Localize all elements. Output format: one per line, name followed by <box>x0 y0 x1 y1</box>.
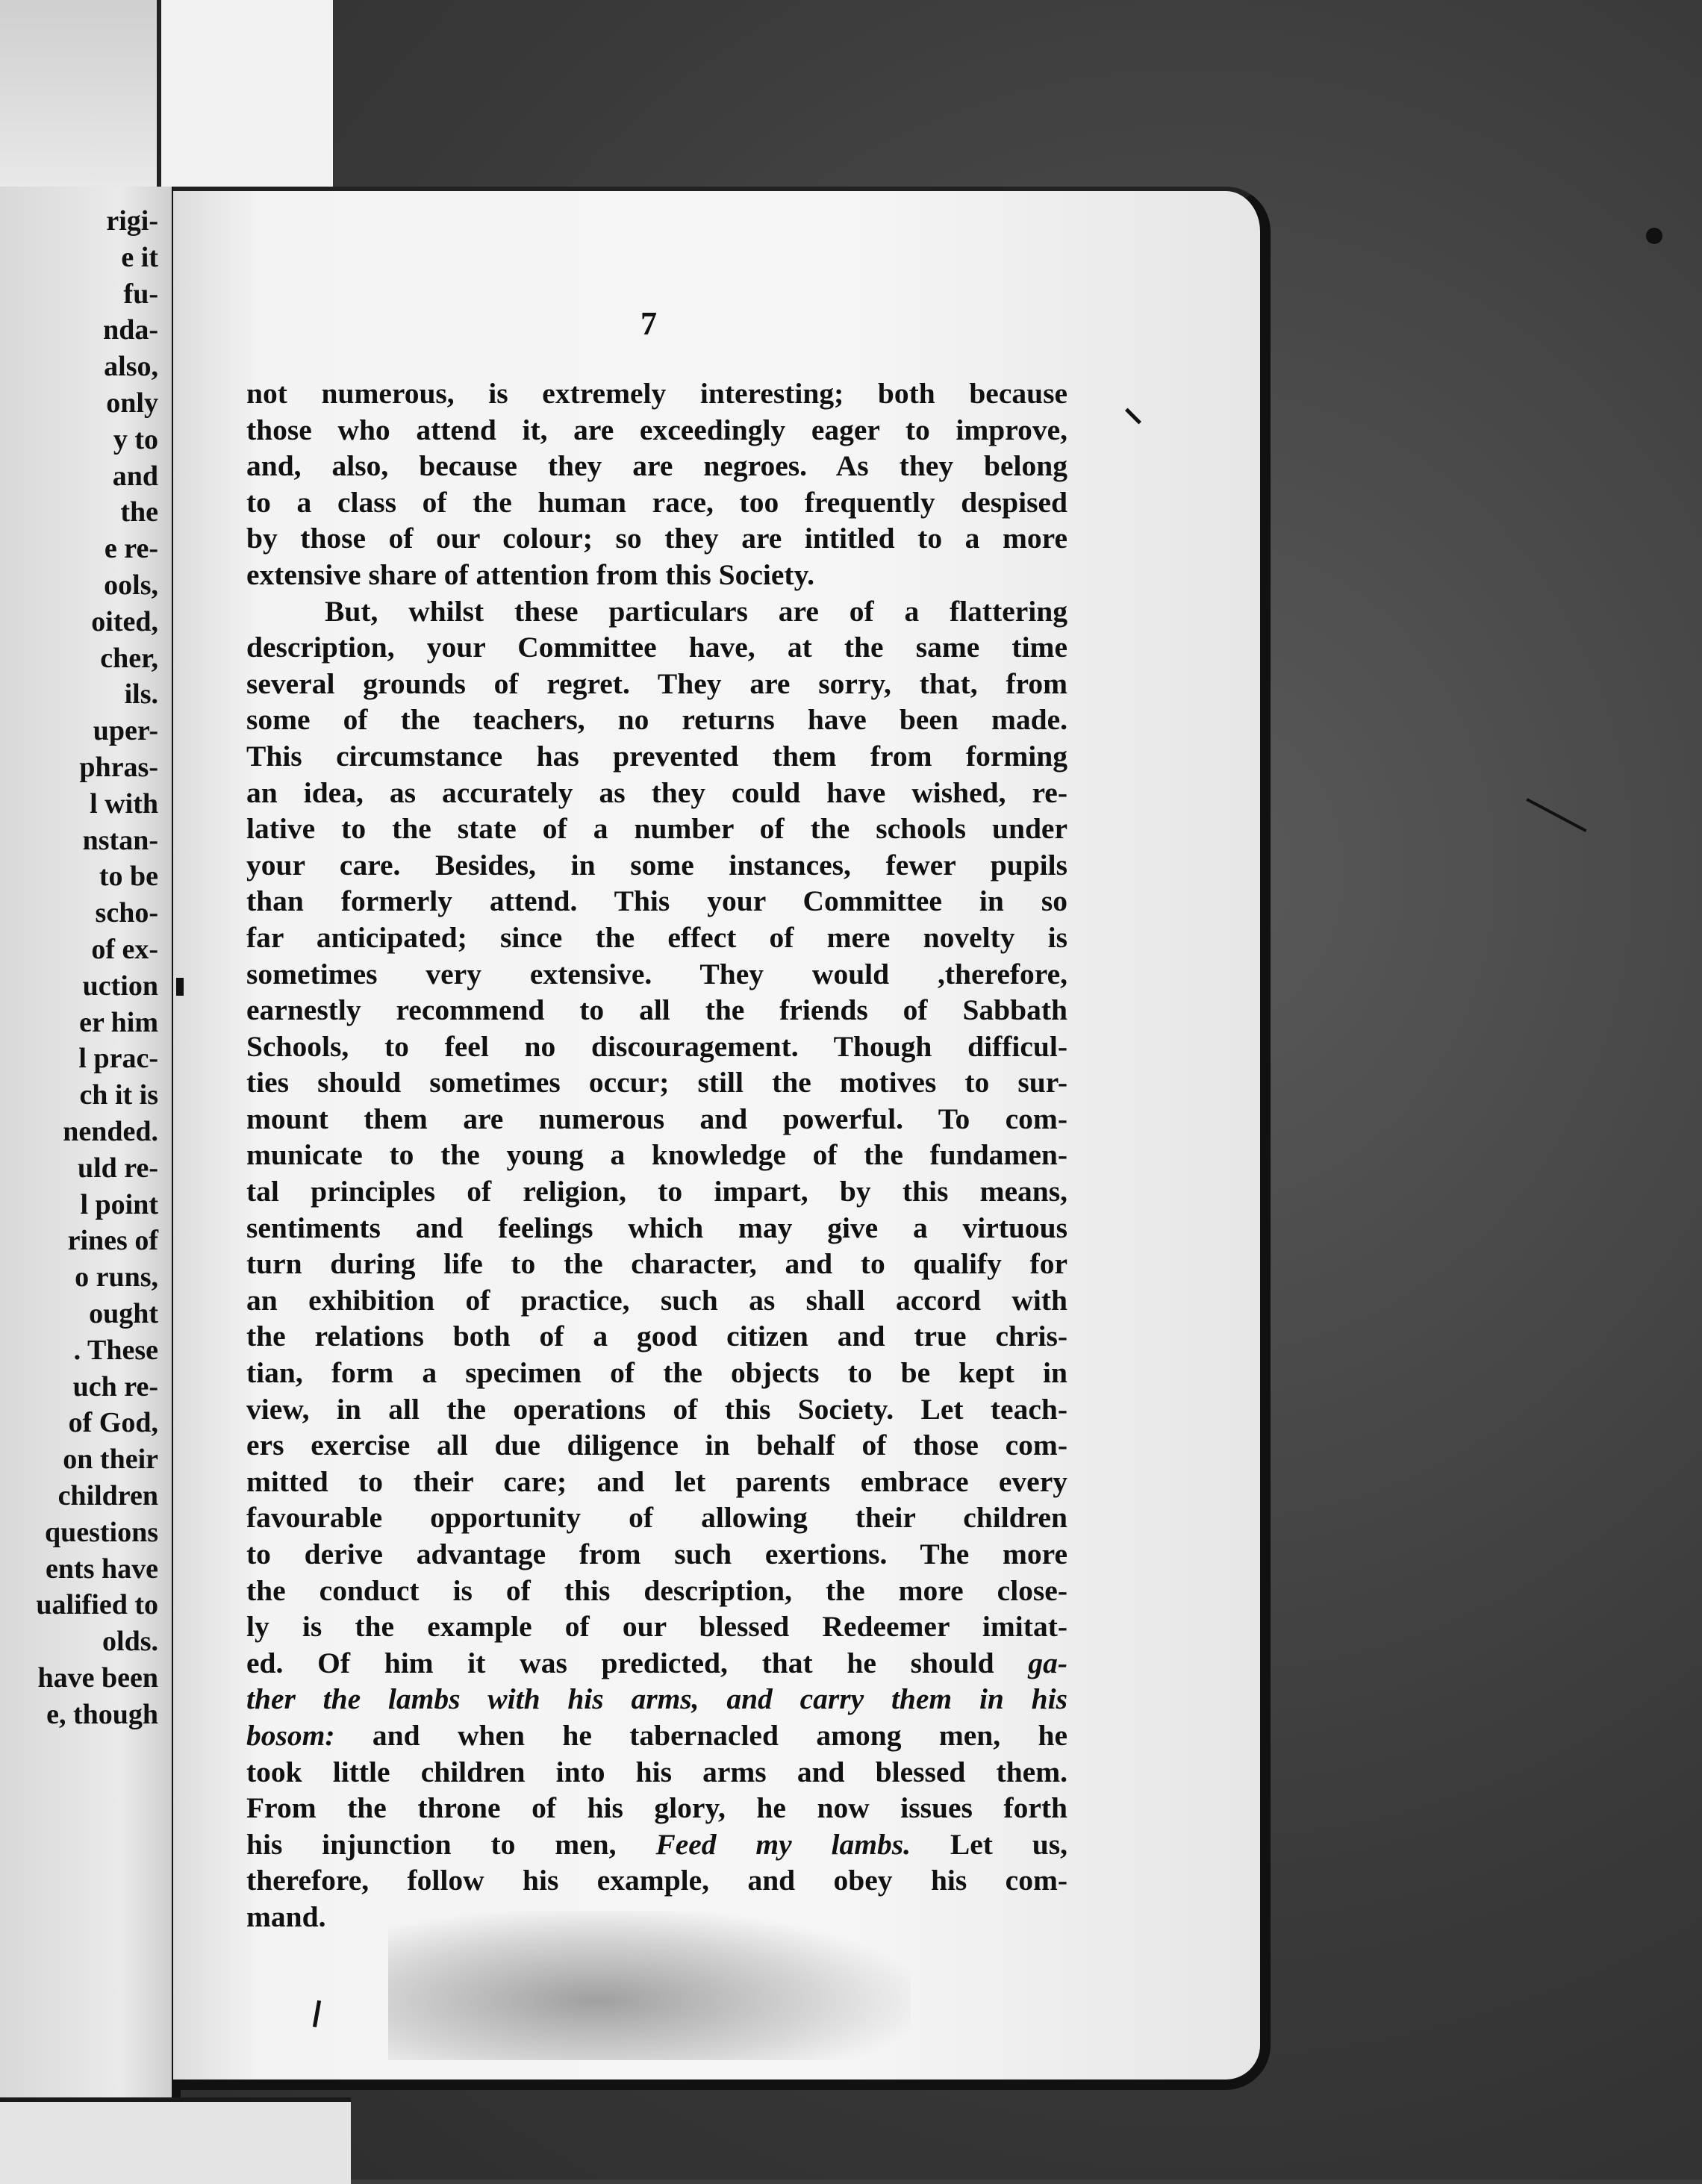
text-line: ers exercise all due diligence in behalf of those com- <box>246 1429 1067 1462</box>
left-page-fragment: rigi- <box>106 205 158 237</box>
text-line: mitted to their care; and let parents embrace every <box>246 1464 1067 1498</box>
left-page-fragment: e, though <box>46 1698 158 1730</box>
text-line: by those of our colour; so they are intitled to a more <box>246 522 1067 555</box>
top-paper-strip <box>0 0 333 187</box>
left-page-fragment: and <box>112 460 158 492</box>
left-page-fragment: uper- <box>93 715 158 747</box>
text-line: to a class of the human race, too frequently despised <box>246 485 1067 519</box>
main-text-block <box>246 375 1067 1935</box>
left-page-fragment: ils. <box>124 678 158 711</box>
text-line-feed <box>246 1826 1067 1863</box>
left-page-fragment: oited, <box>91 605 158 637</box>
left-page-fragment: to be <box>99 861 158 893</box>
text-line: those who attend it, are exceedingly eager to improve, <box>246 413 1067 446</box>
left-page-fragment: have been <box>37 1662 158 1694</box>
left-page-fragment: of God, <box>68 1407 158 1439</box>
text-line: to derive advantage from such exertions. The more <box>246 1538 1067 1570</box>
left-page-fragment: o runs, <box>75 1261 158 1294</box>
text-line: municate to the young a knowledge of the fundamen- <box>246 1138 1067 1172</box>
text-line: than formerly attend. This your Committee in so <box>246 884 1067 918</box>
text-line: turn during life to the character, and to qualify for <box>246 1247 1067 1281</box>
left-page-fragment: uld re- <box>77 1152 158 1184</box>
text-line: mount them are numerous and powerful. To com- <box>246 1102 1067 1135</box>
text-line: an exhibition of practice, such as shall accord with <box>246 1283 1067 1317</box>
left-page-fragment: ch it is <box>79 1079 158 1111</box>
left-page-fragment: cher, <box>100 642 158 674</box>
left-page-fragment: ools, <box>104 570 158 601</box>
text-line: therefore, follow his example, and obey his com- <box>246 1864 1067 1897</box>
left-page-fragment: of ex- <box>91 934 158 965</box>
text-segment: Let us, <box>950 1827 1067 1861</box>
left-page-fragment: olds. <box>102 1626 158 1658</box>
text-line: But, whilst these particulars are of a flattering <box>325 594 1067 628</box>
left-page-fragment: nda- <box>103 314 158 346</box>
left-page-fragment: nended. <box>63 1116 158 1147</box>
left-page-fragment: ought <box>89 1298 158 1329</box>
tape-strip <box>157 0 333 187</box>
text-line: tian, form a specimen of the objects to be kept in <box>246 1356 1067 1390</box>
page-number: 7 <box>640 305 657 342</box>
text-line: your care. Besides, in some instances, fewer pupils <box>246 848 1067 882</box>
left-page-fragment: y to <box>113 423 158 455</box>
text-line: several grounds of regret. They are sorry, that, from <box>246 667 1067 700</box>
text-line: mand. <box>246 1900 326 1933</box>
text-segment: ed. Of him it was predicted, that he should <box>246 1646 994 1679</box>
text-line: the relations both of a good citizen and true chris- <box>246 1320 1067 1353</box>
text-line: and, also, because they are negroes. As they belong <box>246 449 1067 483</box>
text-line-with-ga <box>246 1645 1067 1682</box>
text-line: This circumstance has prevented them from forming <box>246 739 1067 773</box>
left-page-fragment: ualified to <box>36 1589 158 1621</box>
italic-segment: ga- <box>1028 1646 1067 1679</box>
text-line: ly is the example of our blessed Redeemer imitat- <box>246 1610 1067 1644</box>
left-page-fragment: children <box>57 1480 158 1511</box>
left-page-fragment: ents have <box>46 1553 158 1585</box>
text-line: view, in all the operations of this Society. Let teach- <box>246 1392 1067 1426</box>
left-page-fragment: only <box>106 387 158 419</box>
left-page-fragment: questions <box>44 1516 158 1548</box>
left-page-fragment: . These <box>73 1334 158 1366</box>
text-line: some of the teachers, no returns have been made. <box>246 703 1067 737</box>
italic-segment: bosom: <box>246 1718 335 1752</box>
left-page-fragment: e it <box>121 241 158 273</box>
left-page-fragment: uch re- <box>72 1370 158 1403</box>
text-segment: and when he tabernacled among men, he <box>372 1718 1068 1752</box>
left-page-fragment: uction <box>82 970 158 1002</box>
left-page-fragment: phras- <box>79 752 158 783</box>
left-page-fragment: the <box>120 496 158 528</box>
text-line: tal principles of religion, to impart, by this means, <box>246 1175 1067 1208</box>
italic-text-line: ther the lambs with his arms, and carry them in his <box>246 1682 1067 1716</box>
left-page-fragment: nstan- <box>82 824 158 856</box>
text-segment: his injunction to men, <box>246 1827 617 1861</box>
text-line: earnestly recommend to all the friends of Sabbath <box>246 993 1067 1027</box>
left-page-fragment: er him <box>79 1006 158 1038</box>
text-line: description, your Committee have, at the same time <box>246 631 1067 664</box>
left-page-fragment: fu- <box>123 278 158 310</box>
left-page-fragment: scho- <box>95 897 158 929</box>
text-line: took little children into his arms and blessed them. <box>246 1755 1067 1788</box>
bottom-paper-strip <box>0 2097 351 2184</box>
text-line-bosom <box>246 1717 1067 1754</box>
left-page-edge <box>0 187 181 2097</box>
text-line: far anticipated; since the effect of mere novelty is <box>246 920 1067 954</box>
speck <box>1646 228 1662 244</box>
text-line: sentiments and feelings which may give a virtuous <box>246 1211 1067 1244</box>
text-line: not numerous, is extremely interesting; both because <box>246 377 1067 410</box>
italic-segment: Feed my lambs. <box>655 1827 911 1861</box>
left-page-fragment: l with <box>90 787 158 820</box>
left-page-fragment: e re- <box>104 533 158 565</box>
text-line: ties should sometimes occur; still the motives to sur- <box>246 1066 1067 1099</box>
text-line: Schools, to feel no discouragement. Though difficul- <box>246 1029 1067 1063</box>
text-line: From the throne of his glory, he now issues forth <box>246 1791 1067 1825</box>
left-page-fragment: also, <box>104 351 158 383</box>
text-line: lative to the state of a number of the schools under <box>246 812 1067 846</box>
text-line: sometimes very extensive. They would ,therefore, <box>246 957 1067 990</box>
left-page-fragment: l prac- <box>78 1043 158 1075</box>
text-line: an idea, as accurately as they could have wished, re- <box>246 776 1067 809</box>
text-line: extensive share of attention from this Society. <box>246 558 815 591</box>
left-page-fragment: rines of <box>67 1225 158 1257</box>
left-page-fragment: l point <box>80 1188 158 1220</box>
text-line: favourable opportunity of allowing their children <box>246 1501 1067 1535</box>
speck <box>176 978 184 996</box>
text-line: the conduct is of this description, the more close- <box>246 1573 1067 1607</box>
left-page-fragment: on their <box>63 1444 158 1476</box>
